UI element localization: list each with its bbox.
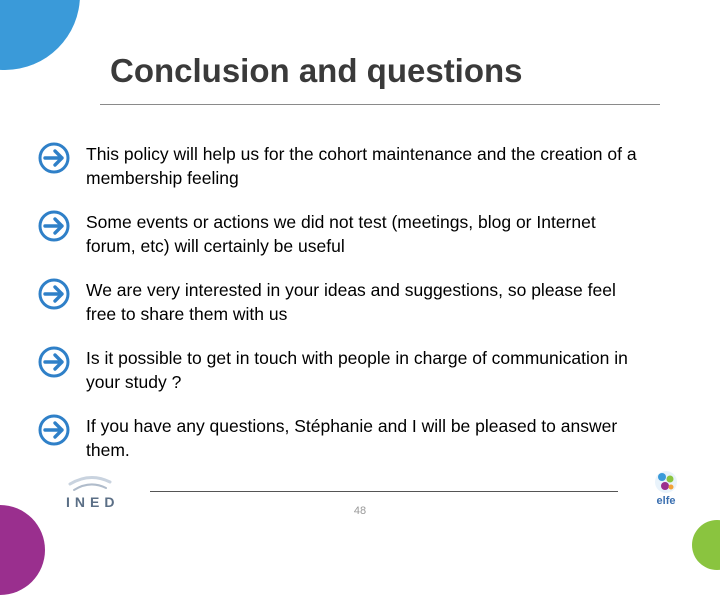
bullet-text: If you have any questions, Stéphanie and I will be pleased to answer them. <box>86 416 618 460</box>
elfe-logo <box>650 468 682 516</box>
arrow-right-icon <box>36 140 72 176</box>
corner-decoration-blue <box>0 0 80 70</box>
page-number: 48 <box>353 505 367 517</box>
title-divider <box>100 104 660 105</box>
arrow-right-icon <box>36 276 72 312</box>
ined-logo-text: INED <box>66 494 120 510</box>
arrow-right-icon <box>36 344 72 380</box>
arrow-right-icon <box>36 208 72 244</box>
bullet-text: Is it possible to get in touch with people in charge of communication in your study ? <box>86 348 628 392</box>
corner-decoration-purple <box>0 505 45 595</box>
bullet-text: This policy will help us for the cohort maintenance and the creation of a membership feeling <box>86 144 637 188</box>
elfe-logo-text: elfe <box>656 495 676 507</box>
footer-divider <box>150 491 618 492</box>
arrow-right-icon <box>36 412 72 448</box>
bullet-text: We are very interested in your ideas and suggestions, so please feel free to share them with us <box>86 280 616 324</box>
slide-title: Conclusion and questions <box>110 52 523 89</box>
corner-decoration-green <box>692 520 720 570</box>
bullet-text: Some events or actions we did not test (meetings, blog or Internet forum, etc) will certainly be useful <box>86 212 596 256</box>
